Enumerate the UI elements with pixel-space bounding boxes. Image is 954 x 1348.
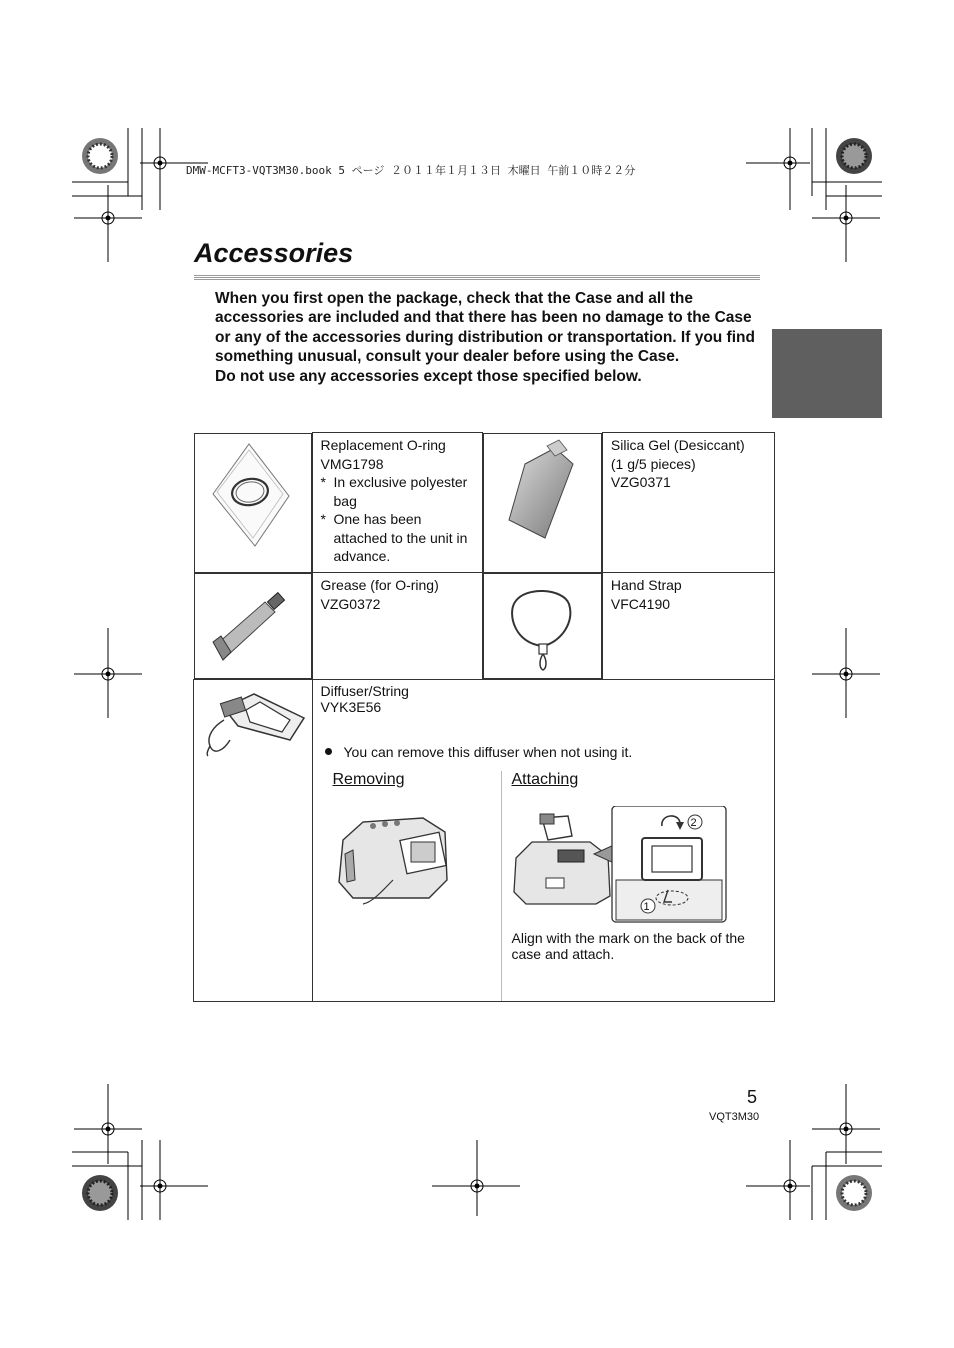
oring-image-cell bbox=[194, 433, 312, 573]
page-number: 5 bbox=[747, 1087, 758, 1107]
hand-strap-image bbox=[485, 574, 600, 678]
grease-code: VZG0372 bbox=[320, 595, 381, 612]
intro-warning: Do not use any accessories except those specified below. bbox=[215, 367, 642, 385]
diffuser-image-cell bbox=[194, 679, 313, 1002]
grease-image-cell bbox=[194, 573, 312, 679]
removing-illustration bbox=[333, 810, 463, 910]
silica-gel-image bbox=[485, 434, 600, 572]
model-code: VQT3M30 bbox=[709, 1111, 760, 1123]
oring-note-1-text: In exclusive polyester bag bbox=[333, 474, 468, 509]
strap-image-cell bbox=[483, 573, 602, 679]
oring-note-2-text: One has been attached to the unit in advance. bbox=[333, 511, 468, 564]
diffuser-name: Diffuser/String bbox=[320, 682, 409, 699]
diffuser-image bbox=[194, 680, 310, 770]
silica-qty: (1 g/5 pieces) bbox=[610, 455, 696, 472]
silica-cell bbox=[602, 433, 774, 573]
strap-code: VFC4190 bbox=[610, 595, 671, 612]
grease-cell bbox=[312, 573, 483, 680]
step-2-label: 2 bbox=[690, 816, 697, 829]
silica-code: VZG0371 bbox=[610, 474, 671, 490]
accessories-table bbox=[193, 432, 775, 1002]
attaching-illustration bbox=[512, 806, 730, 924]
strap-name: Hand Strap bbox=[610, 577, 682, 593]
intro-text bbox=[215, 289, 760, 386]
attaching-section bbox=[502, 771, 774, 1001]
silica-name: Silica Gel (Desiccant) bbox=[610, 437, 745, 453]
asterisk: * bbox=[320, 511, 326, 527]
grease-name: Grease (for O-ring) bbox=[320, 577, 439, 593]
attaching-drawing bbox=[512, 806, 730, 924]
grease-tube-image bbox=[195, 574, 311, 678]
removing-section bbox=[313, 771, 501, 1001]
title-rule bbox=[194, 275, 760, 281]
bullet-icon bbox=[325, 748, 332, 755]
diffuser-instructions bbox=[313, 771, 774, 1001]
silica-image-cell bbox=[483, 433, 602, 573]
oring-cell bbox=[312, 433, 483, 573]
asterisk: * bbox=[320, 474, 326, 490]
oring-code: VMG1798 bbox=[320, 455, 384, 472]
diffuser-cell bbox=[312, 679, 774, 1002]
step-1-label: 1 bbox=[643, 900, 650, 913]
side-tab bbox=[772, 329, 882, 418]
oring-note-1 bbox=[321, 473, 475, 510]
diffuser-bullet-text: You can remove this diffuser when not using it. bbox=[343, 743, 633, 760]
intro-paragraph: When you first open the package, check that the Case and all the accessories are included and that there has been no damage to the Case or any of the accessories during distribution or transportation. If you find something unusual, consult your dealer before using the Case. bbox=[215, 290, 755, 366]
oring-note-2 bbox=[321, 510, 475, 566]
print-header: DMW-MCFT3-VQT3M30.book 5 ページ ２０１１年１月１３日 木曜日 午前１０時２２分 bbox=[186, 164, 636, 177]
strap-cell bbox=[602, 573, 774, 680]
removing-heading: Removing bbox=[332, 771, 405, 788]
attaching-caption: Align with the mark on the back of the case and attach. bbox=[511, 929, 745, 962]
oring-name: Replacement O-ring bbox=[320, 437, 446, 453]
diffuser-code: VYK3E56 bbox=[320, 698, 382, 715]
oring-bag-image bbox=[195, 434, 311, 572]
attaching-heading: Attaching bbox=[511, 771, 579, 788]
page-title: Accessories bbox=[194, 238, 354, 268]
diffuser-bullet bbox=[325, 743, 774, 762]
